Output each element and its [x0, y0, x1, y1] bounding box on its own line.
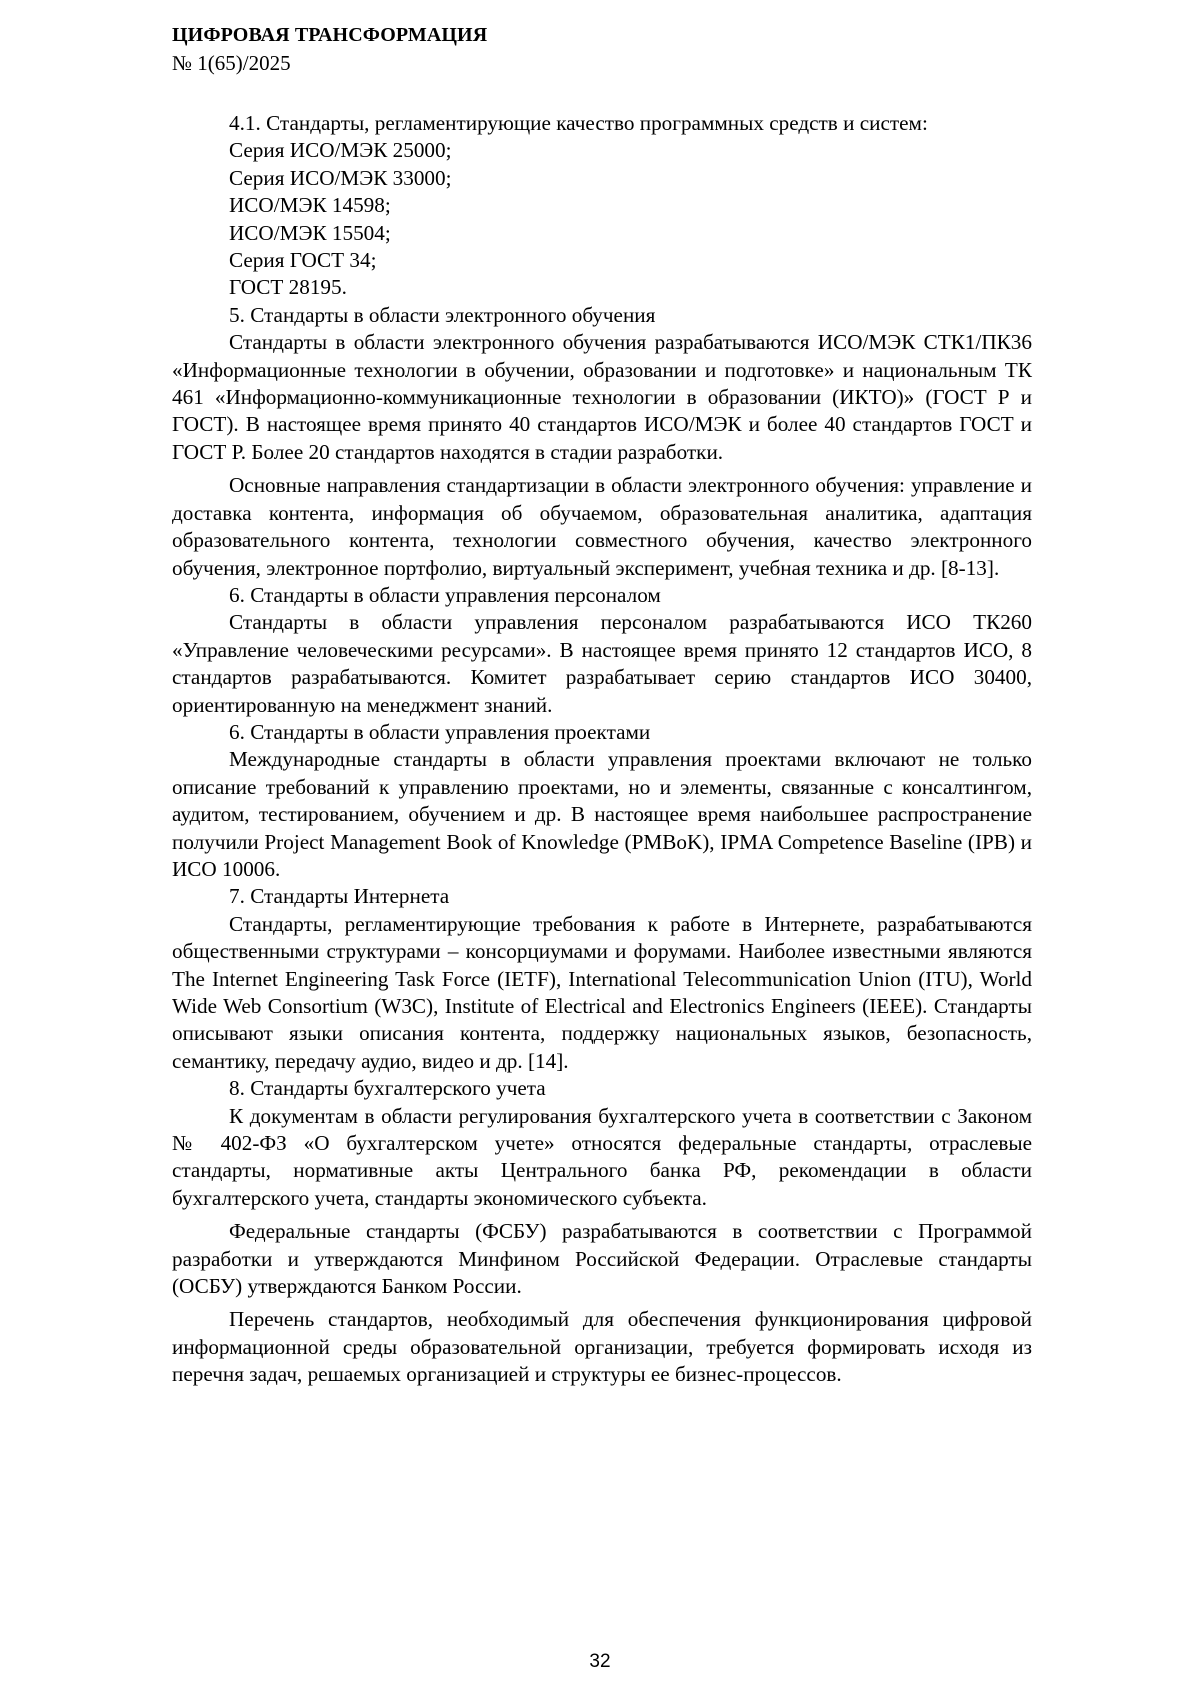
- paragraph-6-projects: Международные стандарты в области управления проектами включают не только описание требований к управлению проектами, но и элементы, связанные с консалтингом, аудитом, тестированием, обучением и др. В настоящее время наибольшее распространение получили Project Management Book of Knowledge (PMBoK), IPMA Competence Baseline (IPB) и ИСО 10006.: [172, 747, 1032, 881]
- paragraph-8-a: К документам в области регулирования бухгалтерского учета в соответствии с Законом № 402-ФЗ «О бухгалтерском учете» относятся федеральные стандарты, отраслевые стандарты, нормативные акты Центрального банка РФ, рекомендации в области бухгалтерского учета, стандарты экономического субъекта.: [172, 1103, 1032, 1210]
- paragraph-7: Стандарты, регламентирующие требования к работе в Интернете, разрабатываются общественными структурами – консорциумами и форумами. Наиболее известными являются The Internet Engineering Task Force (IETF), International Telecommunication Union (ITU), World Wide Web Consortium (W3C), Institute of Electrical and Electronics Engineers (IEEE). Стандарты описывают языки описания контента, поддержку национальных языков, безопасность, семантику, передачу аудио, видео и др. [14].: [172, 911, 1032, 1073]
- section-heading-8: 8. Стандарты бухгалтерского учета: [229, 1076, 546, 1101]
- list-item: Серия ИСО/МЭК 33000;: [229, 165, 452, 190]
- section-heading-6-projects: 6. Стандарты в области управления проектами: [229, 719, 651, 744]
- paragraph-6-personnel: Стандарты в области управления персоналом разрабатываются ИСО ТК260 «Управление человеческими ресурсами». В настоящее время принято 12 стандартов ИСО, 8 стандартов разрабатываются. Комитет разрабатывает серию стандартов ИСО 30400, ориентированную на менеджмент знаний.: [172, 610, 1032, 717]
- journal-title: ЦИФРОВАЯ ТРАНСФОРМАЦИЯ: [172, 24, 488, 46]
- list-item: Серия ИСО/МЭК 25000;: [229, 138, 452, 163]
- list-item: ИСО/МЭК 14598;: [229, 193, 391, 218]
- issue-number: № 1(65)/2025: [172, 51, 291, 75]
- section-heading-7: 7. Стандарты Интернета: [229, 884, 450, 909]
- paragraph-8-c: Перечень стандартов, необходимый для обеспечения функционирования цифровой информационной среды образовательной организации, требуется формировать исходя из перечня задач, решаемых организацией и структуры ее бизнес-процессов.: [172, 1307, 1032, 1387]
- running-header: [172, 22, 1032, 77]
- section-heading-5: 5. Стандарты в области электронного обучения: [229, 302, 656, 327]
- list-item: ИСО/МЭК 15504;: [229, 220, 391, 245]
- list-item: ГОСТ 28195.: [229, 275, 347, 300]
- section-heading-6-personnel: 6. Стандарты в области управления персоналом: [229, 582, 661, 607]
- paragraph-5-a: Стандарты в области электронного обучения разрабатываются ИСО/МЭК СТК1/ПК36 «Информационные технологии в обучении, образовании и подготовке» и национальным ТК 461 «Информационно-коммуникационные технологии в образовании (ИКТО)» (ГОСТ Р и ГОСТ). В настоящее время принято 40 стандартов ИСО/МЭК и более 40 стандартов ГОСТ и ГОСТ Р. Более 20 стандартов находятся в стадии разработки.: [172, 330, 1032, 464]
- page-number: 32: [589, 1651, 611, 1672]
- list-item: Серия ГОСТ 34;: [229, 248, 377, 273]
- paragraph-8-b: Федеральные стандарты (ФСБУ) разрабатываются в соответствии с Программой разработки и утверждаются Минфином Российской Федерации. Отраслевые стандарты (ОСБУ) утверждаются Банком России.: [172, 1219, 1032, 1299]
- paragraph-4-1-intro: 4.1. Стандарты, регламентирующие качество программных средств и систем:: [229, 111, 928, 135]
- paragraph-5-b: Основные направления стандартизации в области электронного обучения: управление и доставка контента, информация об обучаемом, образовательная аналитика, адаптация образовательного контента, технологии совместного обучения, качество электронного обучения, электронное портфолио, виртуальный эксперимент, учебная техника и др. [8-13].: [172, 473, 1032, 580]
- article-body: [172, 110, 1032, 1389]
